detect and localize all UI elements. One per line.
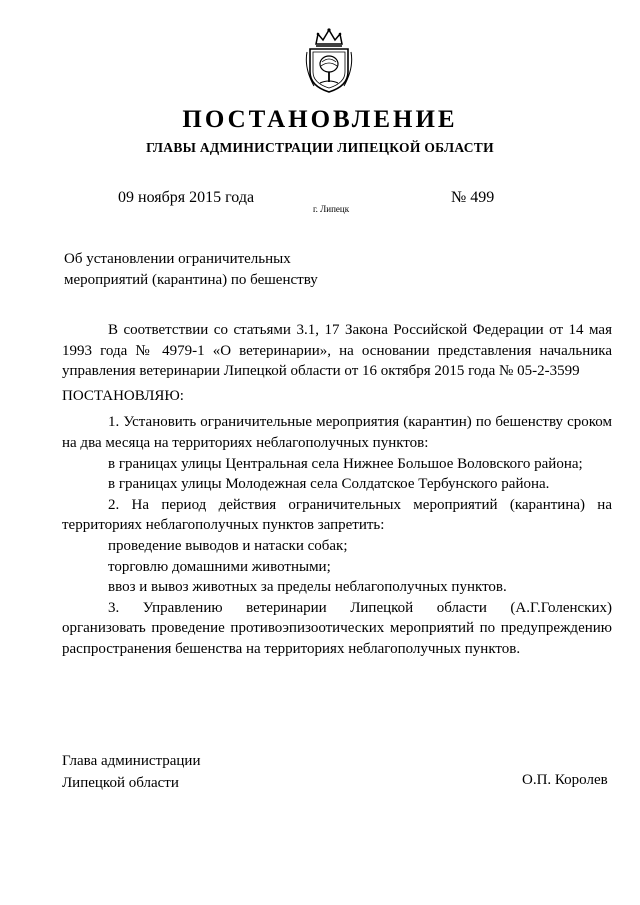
document-date: 09 ноября 2015 года bbox=[118, 189, 255, 206]
item-2-paragraph: 2. На период действия ограничительных мероприятий (карантина) на территориях неблагополучных пунктов запретить: bbox=[62, 496, 612, 534]
document-subject bbox=[64, 249, 344, 291]
subject-line-1: Об установлении ограничительных bbox=[64, 251, 291, 267]
item-1-subitem-a: в границах улицы Центральная села Нижнее Большое Воловского района; bbox=[108, 455, 583, 472]
item-1-paragraph: 1. Установить ограничительные мероприятия (карантин) по бешенству сроком на два месяца на территориях неблагополучных пунктов: bbox=[62, 414, 612, 451]
item-3-first-line: 3. Управлению ветеринарии Липецкой области (А.Г.Голенских) bbox=[108, 599, 612, 616]
document-body bbox=[62, 320, 612, 660]
preamble-paragraph: В соответствии со статьями 3.1, 17 Закона Российской Федерации от 14 мая 1993 года № 4979-1 «О ветеринарии», на основании представления начальника управления ветеринарии Липецкой области от 16 октября 2015 года № 05-2-3599 bbox=[62, 322, 612, 380]
decree-heading: ПОСТАНОВЛЯЮ: bbox=[62, 387, 184, 404]
document-title: ПОСТАНОВЛЕНИЕ bbox=[182, 106, 458, 133]
document-city: г. Липецк bbox=[313, 204, 350, 214]
item-1-subitem-b: в границах улицы Молодежная села Солдатское Тербунского района. bbox=[108, 476, 550, 493]
document-subtitle: ГЛАВЫ АДМИНИСТРАЦИИ ЛИПЕЦКОЙ ОБЛАСТИ bbox=[146, 140, 494, 155]
subject-line-2: мероприятий (карантина) по бешенству bbox=[64, 272, 318, 288]
item-2-subitem-b: торговлю домашними животными; bbox=[108, 558, 331, 575]
signature-position-line-1: Глава администрации bbox=[62, 753, 201, 769]
coat-of-arms-icon bbox=[304, 26, 354, 94]
item-2-subitem-a: проведение выводов и натаски собак; bbox=[108, 537, 348, 554]
signature-position-line-2: Липецкой области bbox=[62, 775, 179, 791]
signature-position bbox=[62, 750, 200, 794]
signature-name: О.П. Королев bbox=[522, 772, 608, 788]
item-3-paragraph: организовать проведение противоэпизоотических мероприятий по предупреждению распространения бешенства на территориях неблагополучных пунктов. bbox=[62, 620, 612, 657]
item-2-subitem-c: ввоз и вывоз животных за пределы неблагополучных пунктов. bbox=[108, 579, 507, 596]
document-number: № 499 bbox=[451, 189, 495, 206]
